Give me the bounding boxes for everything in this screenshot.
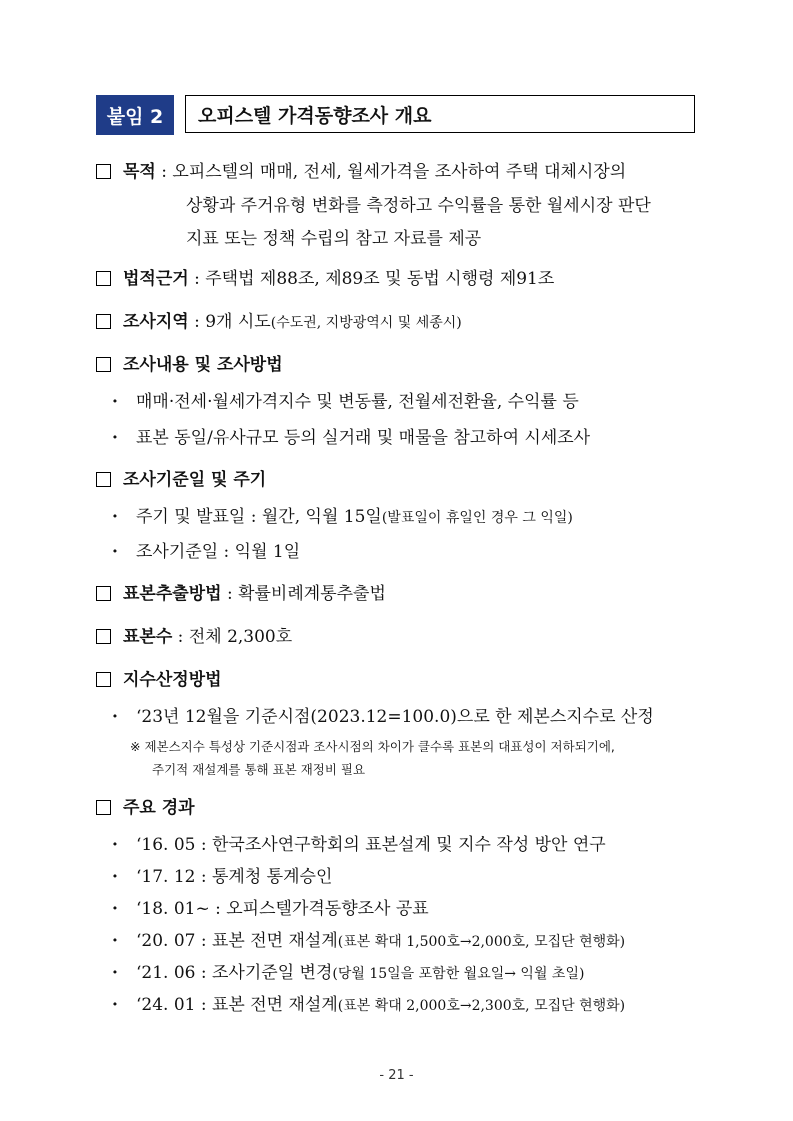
list-item: · 표본 동일/유사규모 등의 실거래 및 매물을 참고하여 시세조사 (112, 428, 591, 448)
survey-content-section (96, 354, 283, 376)
bullet-dot-icon: · (112, 507, 118, 527)
bullet-dot-icon: · (112, 835, 118, 855)
sampling-method-label: 표본추출방법 (123, 584, 222, 604)
purpose-line-3: 지표 또는 정책 수립의 참고 자료를 제공 (186, 229, 482, 249)
checkbox-square-icon (96, 800, 111, 815)
checkbox-square-icon (96, 357, 111, 372)
purpose-section (96, 161, 626, 183)
list-item: · 주기 및 발표일 : 월간, 익월 15일(발표일이 휴일인 경우 그 익일) (112, 507, 573, 527)
bullet-dot-icon: · (112, 931, 118, 951)
bullet-dot-icon: · (112, 428, 118, 448)
checkbox-square-icon (96, 586, 111, 601)
sample-size-label: 표본수 (123, 627, 173, 647)
list-item: · ‘23년 12월을 기준시점(2023.12=100.0)으로 한 제본스지수로 산정 (112, 707, 654, 727)
legal-basis-label: 법적근거 (123, 269, 189, 289)
page-number: - 21 - (379, 1068, 414, 1083)
purpose-label: 목적 (123, 162, 156, 182)
checkbox-square-icon (96, 672, 111, 687)
index-method-label: 지수산정방법 (123, 670, 222, 690)
list-item: · ‘20. 07 : 표본 전면 재설계(표본 확대 1,500호→2,000호, 모집단 현행화) (112, 931, 626, 951)
list-item: · ‘18. 01~ : 오피스텔가격동향조사 공표 (112, 899, 429, 919)
checkbox-square-icon (96, 314, 111, 329)
survey-cycle-label: 조사기준일 및 주기 (123, 470, 267, 490)
bullet-dot-icon: · (112, 392, 118, 412)
checkbox-square-icon (96, 629, 111, 644)
bullet-dot-icon: · (112, 542, 118, 562)
history-label: 주요 경과 (123, 798, 195, 818)
survey-region-detail: (수도권, 지방광역시 및 세종시) (270, 315, 462, 331)
attachment-tag: 붙임 2 (96, 95, 174, 135)
list-item: · ‘21. 06 : 조사기준일 변경(당월 15일을 포함한 월요일→ 익월 초일) (112, 963, 585, 983)
sampling-method-text: : 확률비례계통추출법 (221, 584, 386, 604)
list-item: · ‘17. 12 : 통계청 통계승인 (112, 867, 333, 887)
index-note: ※ 제본스지수 특성상 기준시점과 조사시점의 차이가 클수록 표본의 대표성이 저하되기에, (130, 739, 615, 754)
attachment-title: 오피스텔 가격동향조사 개요 (185, 95, 695, 133)
sample-size-section (96, 626, 292, 648)
list-item: · ‘24. 01 : 표본 전면 재설계(표본 확대 2,000호→2,300호, 모집단 현행화) (112, 995, 626, 1015)
section-header (96, 95, 697, 135)
checkbox-square-icon (96, 271, 111, 286)
survey-cycle-section (96, 469, 266, 491)
list-item: · 조사기준일 : 익월 1일 (112, 542, 301, 562)
sampling-method-section (96, 583, 386, 605)
history-section (96, 797, 195, 819)
bullet-dot-icon: · (112, 899, 118, 919)
survey-region-section (96, 311, 462, 334)
sample-size-text: : 전체 2,300호 (172, 627, 293, 647)
index-method-section (96, 669, 222, 691)
list-item: · 매매·전세·월세가격지수 및 변동률, 전월세전환율, 수익률 등 (112, 392, 579, 412)
legal-basis-text: : 주택법 제88조, 제89조 및 동법 시행령 제91조 (188, 269, 555, 289)
survey-content-label: 조사내용 및 조사방법 (123, 355, 283, 375)
survey-region-text: : 9개 시도 (188, 312, 271, 332)
bullet-dot-icon: · (112, 963, 118, 983)
bullet-dot-icon: · (112, 707, 118, 727)
bullet-dot-icon: · (112, 867, 118, 887)
survey-region-label: 조사지역 (123, 312, 189, 332)
legal-basis-section (96, 268, 554, 290)
checkbox-square-icon (96, 164, 111, 179)
index-note-continued: 주기적 재설계를 통해 표본 재정비 필요 (152, 762, 366, 777)
purpose-line-2: 상황과 주거유형 변화를 측정하고 수익률을 통한 월세시장 판단 (186, 196, 651, 216)
list-item: · ‘16. 05 : 한국조사연구학회의 표본설계 및 지수 작성 방안 연구 (112, 835, 606, 855)
checkbox-square-icon (96, 472, 111, 487)
bullet-dot-icon: · (112, 995, 118, 1015)
purpose-line-1: 오피스텔의 매매, 전세, 월세가격을 조사하여 주택 대체시장의 (172, 162, 627, 182)
purpose-separator: : (155, 162, 173, 182)
